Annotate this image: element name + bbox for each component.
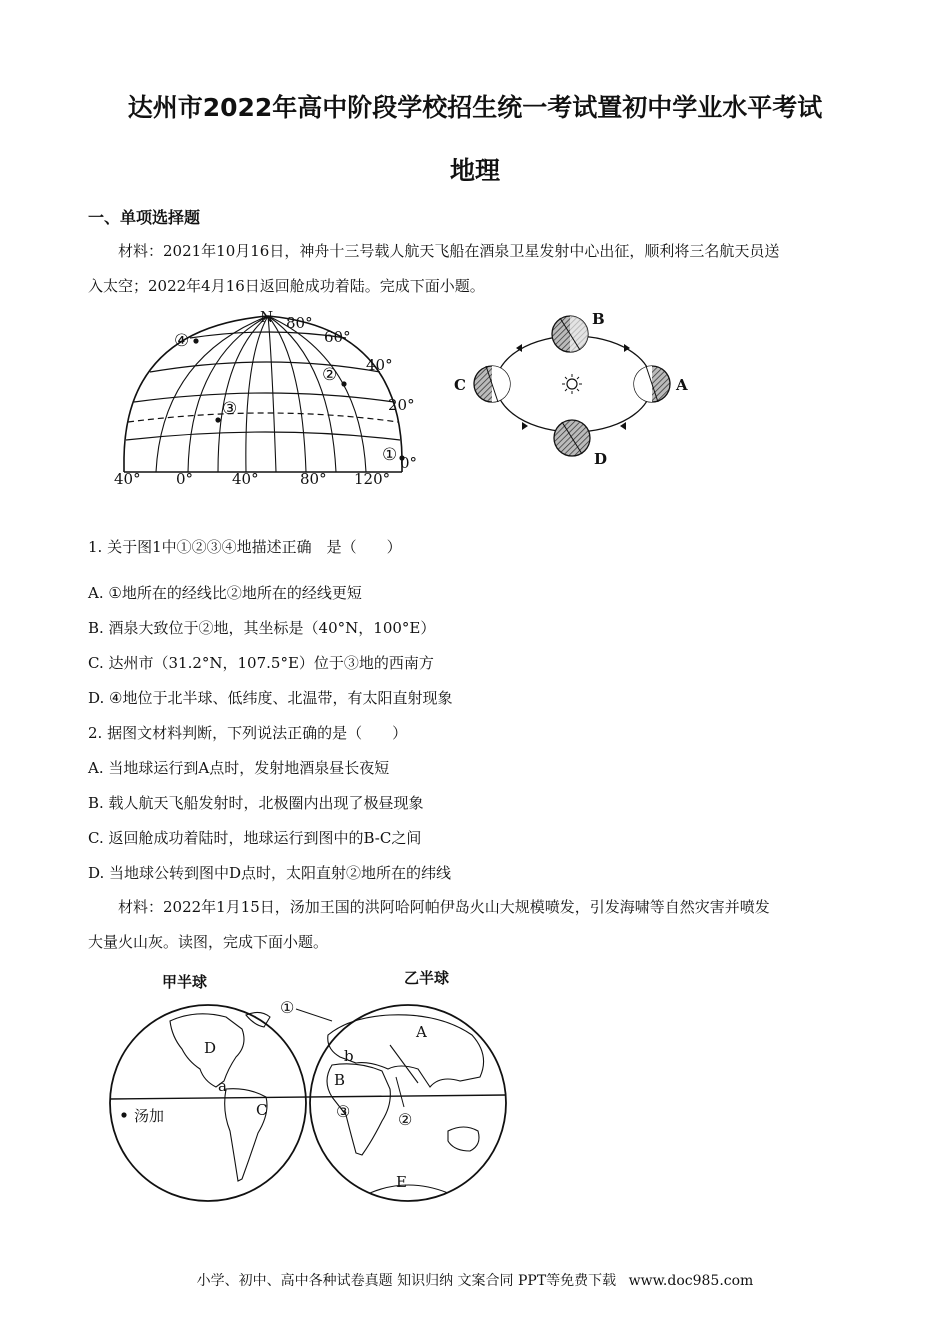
right-label-e: E — [396, 1173, 407, 1191]
question-2-option-a: A. 当地球运行到A点时，发射地酒泉昼长夜短 — [88, 759, 390, 777]
lat-label-80: 80° — [286, 314, 313, 332]
left-hemisphere-title: 甲半球 — [162, 973, 208, 991]
right-label-b-small: b — [344, 1047, 354, 1065]
lon-label-0: 0° — [176, 470, 194, 488]
right-label-b: B — [334, 1071, 346, 1089]
page-footer — [0, 1270, 950, 1290]
marker-1: ① — [382, 445, 398, 465]
material-2-line-2: 大量火山灰。读图，完成下面小题。 — [88, 933, 329, 951]
material-1 — [88, 234, 868, 304]
orbit-label-c: C — [454, 376, 466, 394]
tonga-marker — [121, 1112, 126, 1117]
lat-label-40: 40° — [366, 356, 393, 374]
right-marker-2: ② — [398, 1110, 413, 1129]
question-2-stem: 2. 据图文材料判断，下列说法正确的是（ ） — [88, 724, 408, 742]
left-label-d: D — [204, 1039, 217, 1057]
tonga-label: 汤加 — [134, 1107, 165, 1125]
figure-orbit-diagram — [450, 308, 700, 468]
sun-icon — [562, 374, 582, 394]
lat-label-0: 0° — [400, 454, 418, 472]
material-2 — [88, 890, 868, 960]
question-2-option-c: C. 返回舱成功着陆时，地球运行到图中的B-C之间 — [88, 829, 422, 847]
orbit-label-b: B — [592, 310, 605, 328]
material-1-line-1: 材料：2021年10月16日，神舟十三号载人航天飞船在酒泉卫星发射中心出征，顺利将三名航天员送 — [118, 242, 780, 260]
question-1-option-d: D. ④地位于北半球、低纬度、北温带，有太阳直射现象 — [88, 689, 453, 707]
left-label-c: C — [256, 1101, 268, 1119]
question-1-option-c: C. 达州市（31.2°N，107.5°E）位于③地的西南方 — [88, 654, 434, 672]
page-title: 达州市2022年高中阶段学校招生统一考试置初中学业水平考试 — [127, 93, 823, 122]
orbit-label-d: D — [594, 450, 608, 468]
lon-label-80e: 80° — [300, 470, 327, 488]
marker-2: ② — [322, 365, 338, 385]
question-2-option-b: B. 载人航天飞船发射时，北极圈内出现了极昼现象 — [88, 794, 424, 812]
footer-text: 小学、初中、高中各种试卷真题 知识归纳 文案合同 PPT等免费下载 — [196, 1273, 617, 1289]
material-1-line-2: 入太空；2022年4月16日返回舱成功着陆。完成下面小题。 — [88, 277, 485, 295]
lon-label-40e: 40° — [232, 470, 259, 488]
section-heading: 一、单项选择题 — [88, 208, 201, 227]
earth-position-a — [634, 366, 670, 402]
antarctica-outline — [370, 1185, 448, 1193]
north-label: N — [260, 308, 274, 326]
lat-label-60: 60° — [324, 328, 351, 346]
right-label-a: A — [416, 1023, 427, 1041]
marker-4: ④ — [174, 331, 190, 351]
earth-position-c — [474, 366, 510, 402]
right-marker-1: ① — [280, 998, 295, 1017]
figure-hemispheres-map — [100, 965, 520, 1210]
footer-url[interactable]: www.doc985.com — [628, 1273, 754, 1289]
orbit-label-a: A — [676, 376, 688, 394]
right-marker-3: ③ — [336, 1102, 351, 1121]
lat-label-20: 20° — [388, 396, 415, 414]
question-1-stem: 1. 关于图1中①②③④地描述正确 是（ ） — [88, 538, 402, 556]
question-1-option-a: A. ①地所在的经线比②地所在的经线更短 — [88, 584, 362, 602]
lon-label-120e: 120° — [354, 470, 391, 488]
earth-position-b — [552, 316, 588, 352]
marker-3: ③ — [222, 399, 238, 419]
question-2-option-d: D. 当地球公转到图中D点时，太阳直射②地所在的纬线 — [88, 864, 452, 882]
subject-title: 地理 — [449, 156, 500, 185]
australia-outline — [448, 1127, 479, 1151]
right-hemisphere-title: 乙半球 — [404, 969, 450, 987]
lon-label-40w: 40° — [114, 470, 141, 488]
earth-position-d — [554, 420, 590, 456]
left-label-a: a — [218, 1077, 227, 1095]
material-2-line-1: 材料：2022年1月15日，汤加王国的洪阿哈阿帕伊岛火山大规模喷发，引发海啸等自然灾害并喷发 — [118, 898, 770, 916]
question-1-option-b: B. 酒泉大致位于②地，其坐标是（40°N，100°E） — [88, 619, 436, 637]
figure-graticule-map — [110, 308, 430, 488]
